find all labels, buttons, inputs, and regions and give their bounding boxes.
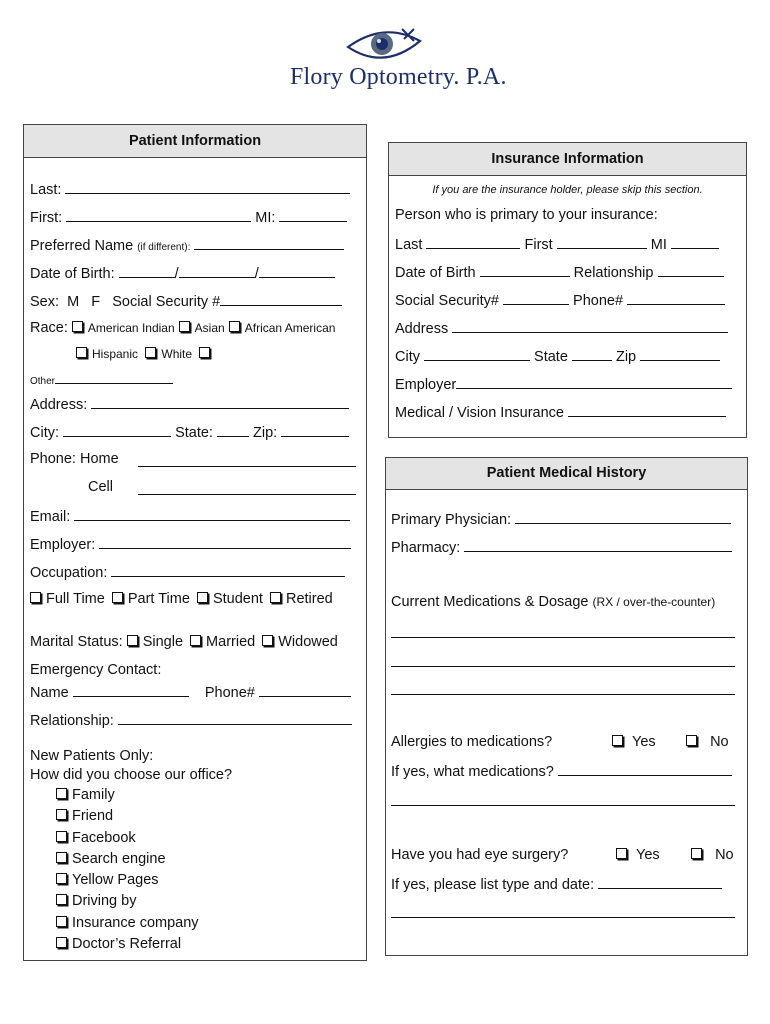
race-row: Race: American Indian Asian African American [30,320,336,336]
list-item: Driving by [56,891,199,912]
patient-information-title: Patient Information [24,125,366,158]
pharmacy-row: Pharmacy: [391,538,732,556]
insurance-first-field[interactable] [557,235,647,249]
surgery-no-checkbox[interactable] [691,848,702,859]
married-checkbox[interactable] [190,635,201,646]
allergies-line-2[interactable] [391,792,735,806]
part-time-checkbox[interactable] [112,592,123,603]
insurance-name-row: Last First MI [395,235,719,253]
referral-driving-by-checkbox[interactable] [56,894,67,905]
physician-row: Primary Physician: [391,510,731,528]
insurance-state-field[interactable] [572,347,612,361]
medications-line-1[interactable] [391,624,735,638]
medical-history-title: Patient Medical History [386,458,747,490]
list-item: Insurance company [56,913,199,934]
phone-cell-label: Cell [88,479,113,495]
eye-logo-icon [344,25,424,67]
sex-ssn-row: Sex: M F Social Security # [30,292,342,310]
city-state-zip-row: City: State: Zip: [30,423,349,441]
referral-insurance-company-checkbox[interactable] [56,916,67,927]
emergency-name-field[interactable] [73,683,189,697]
race-asian-checkbox[interactable] [179,321,190,332]
employer-field[interactable] [99,535,351,549]
emergency-phone-field[interactable] [259,683,351,697]
email-row: Email: [30,507,350,525]
student-checkbox[interactable] [197,592,208,603]
insurance-ssn-row: Social Security# Phone# [395,291,725,309]
insurance-phone-field[interactable] [627,291,725,305]
preferred-name-field[interactable] [194,236,344,250]
insurance-ssn-field[interactable] [503,291,569,305]
referral-family-checkbox[interactable] [56,788,67,799]
insurance-mi-field[interactable] [671,235,719,249]
list-item: Friend [56,806,199,827]
insurance-address-row: Address [395,319,728,337]
new-patients-label: New Patients Only: [30,748,154,764]
marital-status-row: Marital Status: Single Married Widowed [30,634,338,650]
logo [0,0,770,100]
single-checkbox[interactable] [127,635,138,646]
surgery-label: Have you had eye surgery? [391,847,569,863]
employer-row: Employer: [30,535,351,553]
insurance-relationship-field[interactable] [658,263,724,277]
brand-name: Flory Optometry. P.A. [290,64,507,90]
first-name-row: First: MI: [30,208,347,226]
emergency-name-row: Name Phone# [30,683,351,701]
email-field[interactable] [74,507,350,521]
insurance-information-title: Insurance Information [389,143,746,176]
relationship-field[interactable] [118,711,352,725]
referral-friend-checkbox[interactable] [56,809,67,820]
retired-checkbox[interactable] [270,592,281,603]
allergies-followup-row: If yes, what medications? [391,762,732,780]
pharmacy-field[interactable] [464,538,732,552]
address-row: Address: [30,395,349,413]
insurance-last-field[interactable] [426,235,520,249]
surgery-details-field[interactable] [598,875,722,889]
list-item: Facebook [56,828,199,849]
address-field[interactable] [91,395,349,409]
zip-field[interactable] [281,423,349,437]
last-name-field[interactable] [65,180,350,194]
insurance-city-row: City State Zip [395,347,720,365]
preferred-name-row: Preferred Name (if different): [30,236,344,254]
medications-line-2[interactable] [391,653,735,667]
last-name-row: Last: [30,180,350,198]
list-item: Doctor’s Referral [56,934,199,955]
referral-yellow-pages-checkbox[interactable] [56,873,67,884]
race-other-checkbox[interactable] [199,347,210,358]
insurance-medical-row: Medical / Vision Insurance [395,403,726,421]
allergies-medications-field[interactable] [558,762,732,776]
surgery-followup-row: If yes, please list type and date: [391,875,722,893]
allergies-label: Allergies to medications? [391,734,553,750]
referral-doctors-referral-checkbox[interactable] [56,937,67,948]
dob-row: Date of Birth: / / [30,264,335,282]
insurance-dob-field[interactable] [480,263,570,277]
referral-options-list [56,785,199,955]
race-hispanic-checkbox[interactable] [76,347,87,358]
full-time-checkbox[interactable] [30,592,41,603]
employment-status-row: Full Time Part Time Student Retired [30,591,333,607]
race-other-field[interactable] [55,373,173,384]
city-field[interactable] [63,423,171,437]
allergies-no-option: No [686,734,729,750]
race-american-indian-checkbox[interactable] [72,321,83,332]
insurance-zip-field[interactable] [640,347,720,361]
list-item: Family [56,785,199,806]
middle-initial-field[interactable] [279,208,347,222]
allergies-yes-option: Yes [612,734,656,750]
medical-history-panel [385,457,748,956]
allergies-yes-checkbox[interactable] [612,735,623,746]
dob-day-field[interactable] [179,264,255,278]
insurance-dob-row: Date of Birth Relationship [395,263,724,281]
insurance-employer-field[interactable] [456,375,732,389]
cell-phone-field[interactable] [138,481,356,495]
dob-year-field[interactable] [259,264,335,278]
state-field[interactable] [217,423,249,437]
surgery-yes-checkbox[interactable] [616,848,627,859]
how-choose-label: How did you choose our office? [30,767,233,783]
insurance-medical-field[interactable] [568,403,726,417]
list-item: Yellow Pages [56,870,199,891]
insurance-address-field[interactable] [452,319,728,333]
phone-home-row: Phone: Home [30,451,119,467]
emergency-contact-label: Emergency Contact: [30,662,162,678]
ssn-field[interactable] [220,292,342,306]
relationship-row: Relationship: [30,711,352,729]
list-item: Search engine [56,849,199,870]
widowed-checkbox[interactable] [262,635,273,646]
referral-search-engine-checkbox[interactable] [56,852,67,863]
occupation-field[interactable] [111,563,345,577]
dob-month-field[interactable] [119,264,175,278]
surgery-no-option: No [691,847,734,863]
sex-f-option[interactable]: F [91,294,101,310]
race-african-american-checkbox[interactable] [229,321,240,332]
patient-information-panel [23,124,367,961]
medications-line-3[interactable] [391,681,735,695]
first-name-field[interactable] [66,208,251,222]
sex-m-option[interactable]: M [67,294,80,310]
physician-field[interactable] [515,510,731,524]
referral-facebook-checkbox[interactable] [56,831,67,842]
surgery-yes-option: Yes [616,847,660,863]
race-other-row: Other [30,373,173,387]
race-white-checkbox[interactable] [145,347,156,358]
occupation-row: Occupation: [30,563,345,581]
race-row-2: Hispanic White [76,347,215,361]
insurance-primary-label: Person who is primary to your insurance: [395,207,658,223]
medications-label-row: Current Medications & Dosage (RX / over-the-counter) [391,594,716,610]
insurance-note: If you are the insurance holder, please skip this section. [432,184,703,196]
home-phone-field[interactable] [138,453,356,467]
insurance-city-field[interactable] [424,347,530,361]
insurance-employer-row: Employer [395,375,732,393]
surgery-line-2[interactable] [391,904,735,918]
allergies-no-checkbox[interactable] [686,735,697,746]
insurance-information-panel [388,142,747,438]
